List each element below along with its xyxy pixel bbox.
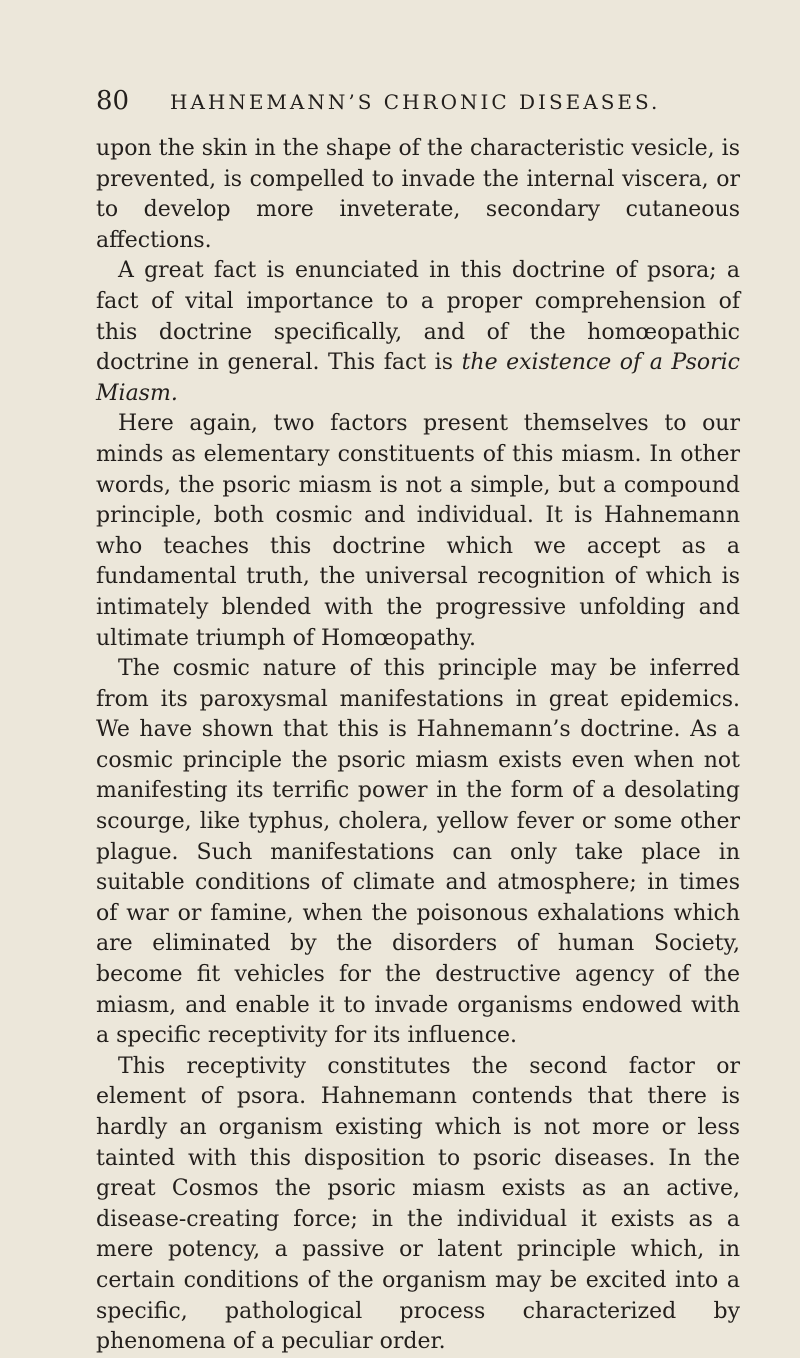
- emphasized-phrase: the existence of a Psoric Miasm.: [96, 350, 741, 406]
- page-number: 80: [96, 86, 130, 116]
- paragraph-psora-fact: [96, 256, 740, 409]
- paragraph-receptivity: This receptivity constitutes the second factor or element of psora. Hahnemann contends that there is hardly an organism existing which is not more or less tainted with this disposition to psoric diseases. In the great Cosmos the psoric miasm exists as an active, disease-creating force; in the individual it exists as a mere potency, a passive or latent principle which, in certain conditions of the organism may be excited into a specific, pathological process characterized by phenomena of a peculiar order.: [96, 1053, 740, 1355]
- body-text: [96, 134, 740, 1358]
- paragraph-continuation: upon the skin in the shape of the characteristic vesicle, is prevented, is compelled to invade the internal viscera, or to develop more inveterate, secondary cutaneous affections.: [96, 136, 740, 253]
- running-head: HAHNEMANN’S CHRONIC DISEASES.: [170, 90, 661, 114]
- paragraph-two-factors: Here again, two factors present themselves to our minds as elementary constituents of this miasm. In other words, the psoric miasm is not a simple, but a compound principle, both cosmic and individual. It is Hahnemann who teaches this doctrine which we accept as a fundamental truth, the universal recognition of which is intimately blended with the progressive unfolding and ultimate triumph of Homœopathy.: [96, 411, 740, 651]
- paragraph-text: A great fact is enunciated in this doctrine of psora; a fact of vital importance to a proper comprehension of this doctrine specifically, and of the homœopathic doctrine in general. This fact is: [96, 258, 740, 376]
- paragraph-cosmic-nature: The cosmic nature of this principle may be inferred from its paroxysmal manifestations in great epidemics. We have shown that this is Hahnemann’s doctrine. As a cosmic principle the psoric miasm exists even when not manifesting its terrific power in the form of a desolating scourge, like typhus, cholera, yellow fever or some other plague. Such manifestations can only take place in suitable conditions of climate and atmosphere; in times of war or famine, when the poisonous exhalations which are eliminated by the disorders of human Society, become fit vehicles for the destructive agency of the miasm, and enable it to invade organisms endowed with a specific receptivity for its influence.: [96, 656, 740, 1049]
- page-header: [96, 86, 740, 122]
